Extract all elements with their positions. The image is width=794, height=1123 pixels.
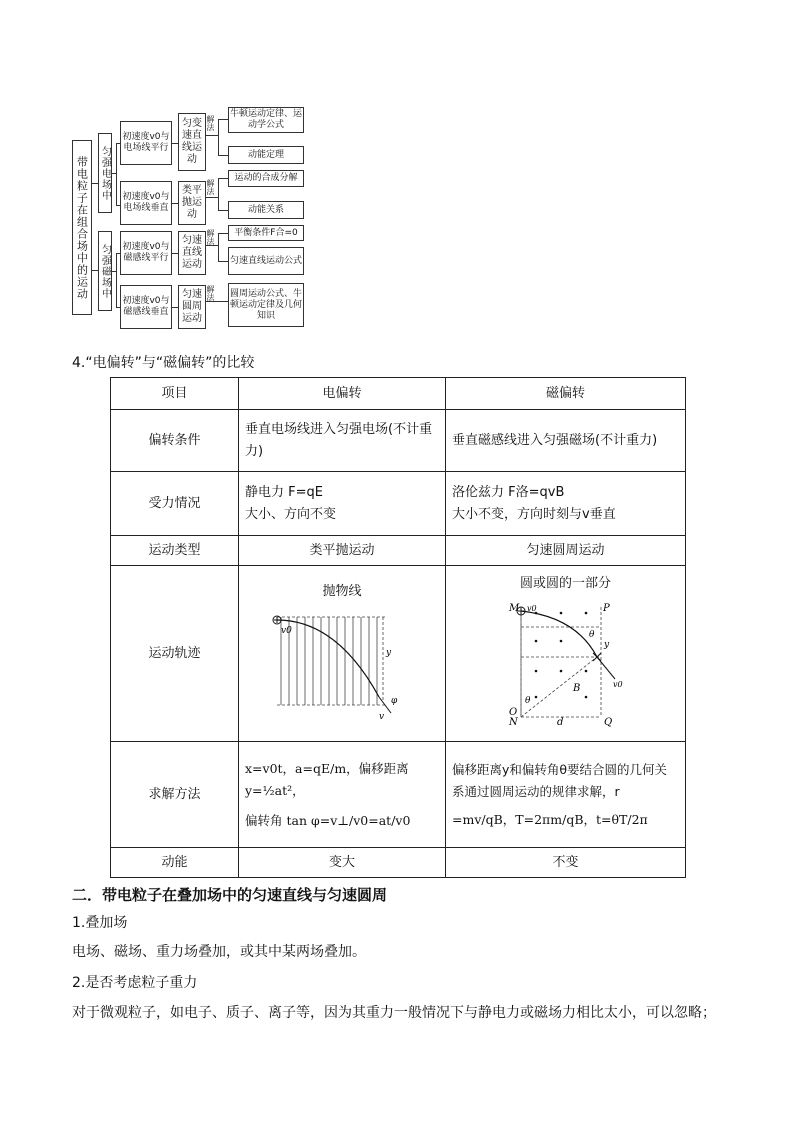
label-v0-exit: v0	[612, 679, 623, 689]
force-electric-2: 大小、方向不变	[245, 506, 337, 522]
motion-box-1	[178, 113, 206, 171]
motion-label-1: 匀变速直线运动	[182, 118, 202, 165]
section4-title: 4.“电偏转”与“磁偏转”的比较	[72, 355, 255, 371]
method-electric-2: 偏转角 tan φ=v⊥/v0=at/v0	[245, 812, 411, 828]
circle-caption: 圆或圆的一部分	[519, 575, 611, 591]
condition-box-1	[120, 121, 172, 165]
label-theta-top: θ	[588, 629, 594, 640]
type-magnetic: 匀速圆周运动	[446, 536, 686, 566]
condition-box-4	[120, 285, 172, 329]
root-box	[72, 140, 92, 315]
type-electric: 类平抛运动	[239, 536, 446, 566]
method-label-3a: 平衡条件F合=0	[234, 227, 298, 238]
comparison-table	[110, 377, 686, 878]
condition-box-3	[120, 231, 172, 275]
method-tag-3: 解法	[206, 229, 215, 245]
parabola-caption: 抛物线	[322, 583, 362, 599]
condition-label-1: 初速度v0与电场线平行	[122, 132, 170, 153]
table-row	[111, 848, 686, 878]
row-label-condition: 偏转条件	[111, 410, 239, 472]
motion-box-3	[178, 231, 206, 275]
method-label-2a: 运动的合成分解	[234, 173, 298, 183]
label-Q: Q	[603, 716, 612, 728]
method-box-2a	[228, 170, 304, 187]
force-magnetic-cell	[446, 472, 686, 536]
method-magnetic-1: 偏移距离y和偏转角θ要结合圆的几何关系通过圆周运动的规律求解，r	[452, 761, 668, 799]
method-label-3b: 匀速直线运动公式	[230, 255, 303, 266]
table-row	[111, 536, 686, 566]
condition-box-2	[120, 181, 172, 225]
table-row	[111, 566, 686, 742]
condition-magnetic: 垂直磁感线进入匀强磁场(不计重力)	[446, 410, 686, 472]
label-v: v	[379, 711, 385, 722]
method-box-2b	[228, 201, 304, 219]
field-electric-label: 匀强电场中	[99, 145, 111, 201]
force-magnetic-2: 大小不变，方向时刻与v垂直	[452, 506, 616, 522]
method-tag-4: 解法	[206, 285, 215, 301]
root-label: 带电粒子在组合场中的运动	[75, 155, 89, 300]
circle-diagram	[491, 599, 641, 729]
motion-label-2: 类平抛运动	[182, 185, 202, 220]
label-N: N	[508, 716, 518, 728]
table-row	[111, 472, 686, 536]
label-phi: φ	[391, 695, 398, 706]
header-electric: 电偏转	[239, 378, 446, 410]
method-box-4a	[228, 283, 304, 327]
method-electric-1: x=v0t，a=qE/m，偏移距离y=½at²，	[245, 760, 409, 798]
method-box-1b	[228, 146, 304, 164]
label-v0: v0	[281, 625, 292, 636]
table-header-row	[111, 378, 686, 410]
label-v0-b: v0	[526, 603, 537, 613]
method-label-1b: 动能定理	[247, 149, 284, 160]
header-magnetic: 磁偏转	[446, 378, 686, 410]
method-box-3b	[228, 247, 304, 275]
condition-electric: 垂直电场线进入匀强电场(不计重力)	[239, 410, 446, 472]
condition-label-4: 初速度v0与磁感线垂直	[122, 296, 170, 317]
energy-magnetic: 不变	[446, 848, 686, 878]
row-label-force: 受力情况	[111, 472, 239, 536]
field-magnetic-label: 匀强磁场中	[99, 243, 111, 299]
motion-label-3: 匀速直线运动	[182, 235, 202, 270]
label-P: P	[602, 602, 610, 614]
table-row	[111, 410, 686, 472]
method-tag-2: 解法	[206, 179, 215, 195]
row-label-energy: 动能	[111, 848, 239, 878]
label-y: y	[386, 647, 392, 658]
row-label-trajectory: 运动轨迹	[111, 566, 239, 742]
method-label-1a: 牛顿运动定律、运动学公式	[230, 109, 303, 130]
method-tag-1: 解法	[206, 115, 215, 131]
condition-label-3: 初速度v0与磁感线平行	[122, 242, 170, 263]
row-label-type: 运动类型	[111, 536, 239, 566]
condition-label-2: 初速度v0与电场线垂直	[122, 192, 170, 213]
method-box-1a	[228, 107, 304, 133]
sub1-title: 1.叠加场	[72, 915, 128, 931]
method-electric-cell	[239, 742, 446, 848]
method-box-3a	[228, 225, 304, 241]
force-magnetic-1: 洛伦兹力 F洛=qvB	[452, 484, 565, 500]
method-label-4a: 圆周运动公式、牛顿运动定律及几何知识	[230, 288, 303, 321]
field-electric-box	[98, 133, 112, 213]
label-O: O	[508, 706, 517, 718]
row-label-method: 求解方法	[111, 742, 239, 848]
field-magnetic-box	[98, 231, 112, 311]
table-row	[111, 742, 686, 848]
label-theta-bottom: θ	[524, 695, 530, 706]
concept-map	[70, 105, 310, 335]
label-d: d	[556, 716, 563, 728]
energy-electric: 变大	[239, 848, 446, 878]
sub2-title: 2.是否考虑粒子重力	[72, 975, 198, 991]
section2-title: 二．带电粒子在叠加场中的匀速直线与匀速圆周	[72, 886, 388, 904]
label-y-b: y	[603, 639, 609, 650]
header-item: 项目	[111, 378, 239, 410]
label-B: B	[572, 682, 580, 694]
trajectory-magnetic-cell	[446, 566, 686, 742]
method-magnetic-2: =mv/qB，T=2πm/qB，t=θT/2π	[452, 811, 648, 827]
motion-box-2	[178, 181, 206, 225]
trajectory-electric-cell	[239, 566, 446, 742]
parabola-diagram	[267, 605, 417, 723]
method-magnetic-cell	[446, 742, 686, 848]
sub2-text: 对于微观粒子，如电子、质子、离子等，因为其重力一般情况下与静电力或磁场力相比太小，可以忽略；	[72, 1005, 716, 1021]
method-label-2b: 动能关系	[247, 204, 284, 215]
motion-label-4: 匀速圆周运动	[182, 289, 202, 324]
force-electric-cell	[239, 472, 446, 536]
label-M: M	[508, 602, 519, 614]
sub1-text: 电场、磁场、重力场叠加，或其中某两场叠加。	[72, 944, 366, 960]
force-electric-1: 静电力 F=qE	[245, 484, 323, 500]
motion-box-4	[178, 285, 206, 329]
